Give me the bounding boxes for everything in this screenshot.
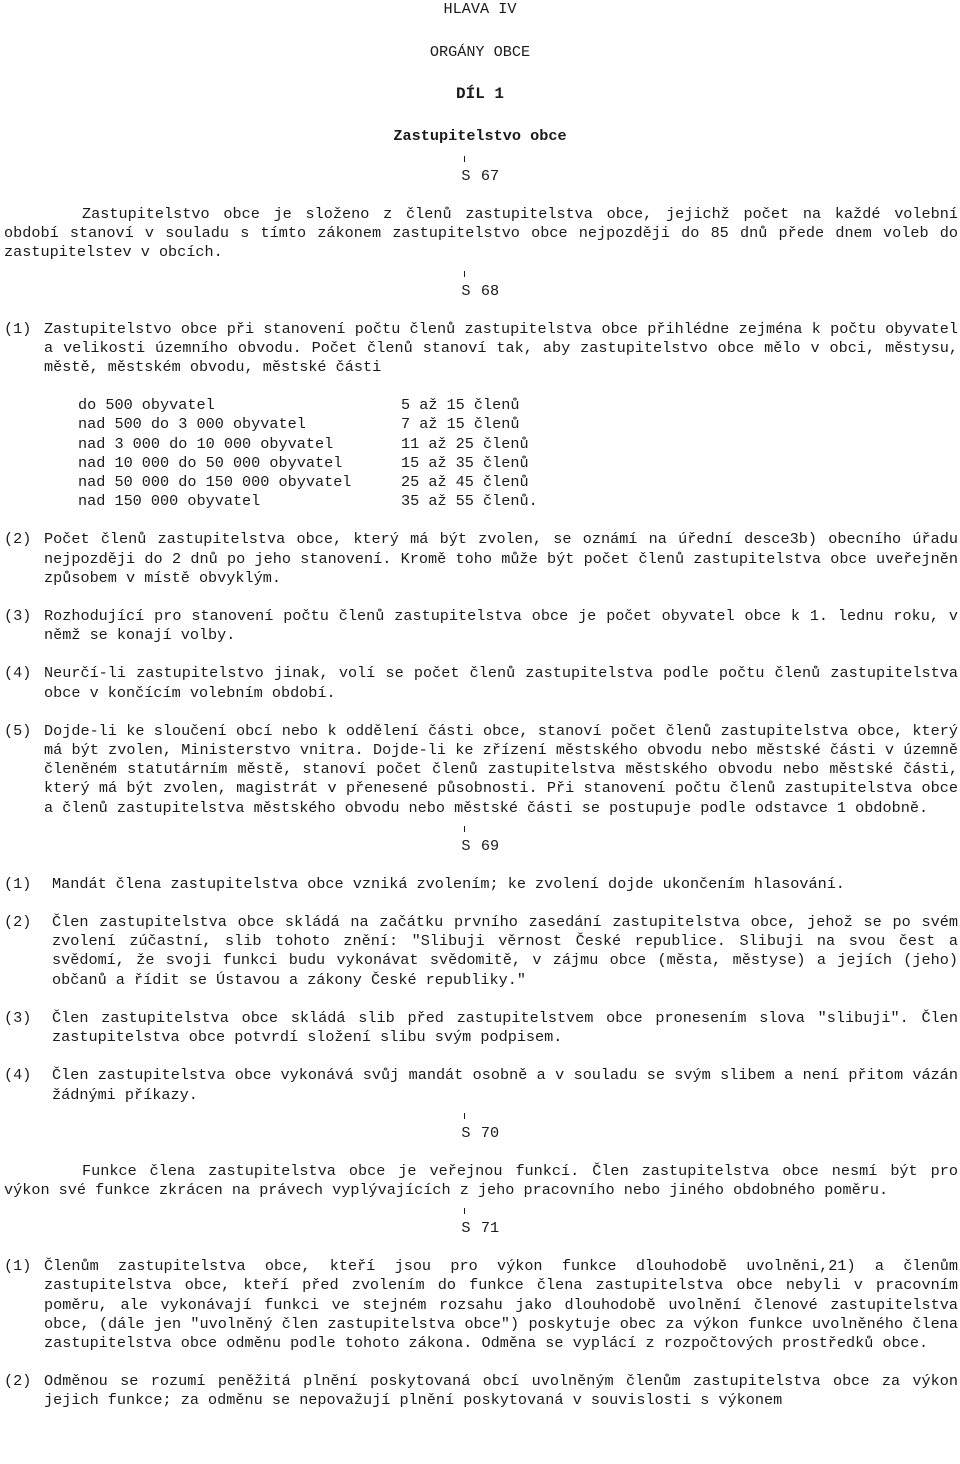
section-sign-icon: S — [461, 1219, 471, 1238]
section-69-heading — [0, 837, 960, 856]
tier-range: nad 150 000 obyvatel — [78, 492, 261, 511]
tier-range: nad 3 000 do 10 000 obyvatel — [78, 434, 334, 453]
tier-members: 7 až 15 členů — [401, 415, 520, 434]
tier-row — [78, 396, 538, 415]
member-count-table — [78, 396, 538, 511]
paragraph-number: (3) — [4, 607, 32, 626]
paragraph-text: Rozhodující pro stanovení počtu členů zastupitelstva obce je počet obyvatel obce k 1. lednu roku, v němž se konají volby. — [44, 607, 958, 645]
section-sign-icon: S — [461, 836, 471, 855]
section-68-number: 68 — [480, 281, 500, 300]
tier-range: nad 50 000 do 150 000 obyvatel — [78, 473, 352, 492]
section-subtitle: Zastupitelstvo obce — [393, 127, 567, 145]
section-67-number: 67 — [480, 167, 500, 185]
paragraph-number: (2) — [4, 530, 32, 549]
tier-members: 11 až 25 členů — [401, 434, 529, 453]
section-71-number: 71 — [480, 1219, 500, 1238]
tier-row — [78, 473, 538, 492]
paragraph-number: (2) — [4, 913, 32, 932]
chapter-number: HLAVA IV — [443, 0, 517, 18]
tier-members: 25 až 45 členů — [401, 473, 529, 492]
tier-row — [78, 435, 538, 454]
part-title: DÍL 1 — [455, 85, 504, 103]
section-69-paragraph-2 — [0, 913, 960, 990]
tier-range: nad 500 do 3 000 obyvatel — [78, 415, 306, 434]
tier-row — [78, 454, 538, 473]
section-69-paragraph-1 — [0, 875, 960, 894]
section-67-heading — [0, 167, 960, 186]
chapter-title: ORGÁNY OBCE — [429, 43, 531, 61]
section-71-heading — [0, 1219, 960, 1238]
paragraph-text: Člen zastupitelstva obce skládá na začátku prvního zasedání zastupitelstva obce, jehož se po svém zvolení zúčastní, slib tohoto znění: "Slibuji věrnost České republice. Slibuji na svou čest a svědomí, že svoji funkci budu vykonávat svědomitě, v zájmu obce (města, městyse) a jejích (jeho) občanů a řídit se Ústavou a zákony České republiky." — [52, 913, 958, 989]
paragraph-text: Členům zastupitelstva obce, kteří jsou pro výkon funkce dlouhodobě uvolněni,21) a členům zastupitelstva obce, kteří před zvolením do funkce člena zastupitelstva obce nebyli v pracovním poměru, ale vykonávají funkci ve stejném rozsahu jako dlouhodobě uvolnění členové zastupitelstva obce, (dále jen "uvolněný člen zastupitelstva obce") poskytuje obec za výkon funkce uvolněného člena zastupitelstva obce odměnu podle tohoto zákona. Odměna se vyplácí z rozpočtových prostředků obce. — [44, 1257, 958, 1352]
paragraph-text: Počet členů zastupitelstva obce, který má být zvolen, se oznámí na úřední desce3b) obecního úřadu nejpozději do 2 dnů po jeho stanovení. Kromě toho může být počet členů zastupitelstva obce uveřejněn způsobem v místě obvyklým. — [44, 530, 958, 587]
section-70-number: 70 — [480, 1123, 500, 1142]
section-68-paragraph-1 — [0, 320, 960, 378]
paragraph-text: Člen zastupitelstva obce skládá slib před zastupitelstvem obce pronesením slova "slibuji". Člen zastupitelstva obce potvrdí složení slibu svým podpisem. — [52, 1008, 958, 1047]
section-71-paragraph-2 — [0, 1372, 960, 1410]
section-sign-icon: S — [461, 281, 471, 300]
paragraph-text: Neurčí-li zastupitelstvo jinak, volí se počet členů zastupitelstva podle počtu členů zastupitelstva obce v končícím volebním období. — [44, 664, 958, 702]
section-68-paragraph-5 — [0, 722, 960, 818]
paragraph-number: (5) — [4, 721, 32, 740]
section-sign-icon: S — [461, 167, 471, 185]
tier-members: 15 až 35 členů — [401, 453, 529, 472]
section-69-paragraph-4 — [0, 1066, 960, 1104]
tier-row — [78, 492, 538, 511]
paragraph-number: (3) — [4, 1008, 32, 1027]
tier-members: 35 až 55 členů. — [401, 492, 538, 511]
section-69-number: 69 — [480, 836, 500, 855]
paragraph-text: Zastupitelstvo obce při stanovení počtu členů zastupitelstva obce přihlédne zejména k počtu obyvatel a velikosti územního obvodu. Počet členů stanoví tak, aby zastupitelstvo obce mělo v obci, městysu, městě, městském obvodu, městské části — [44, 319, 958, 377]
paragraph-number: (2) — [4, 1372, 32, 1391]
paragraph-text: Dojde-li ke sloučení obcí nebo k oddělení části obce, stanoví počet členů zastupitelstva obce, který má být zvolen, Ministerstvo vnitra. Dojde-li ke zřízení městského obvodu nebo městské části v územně členěném statutárním městě, stanoví počet členů zastupitelstva městského obvodu nebo městské části, který má být zvolen, magistrát v přenesené působnosti. Při stanovení počtu členů zastupitelstva obce a členů zastupitelstva městského obvodu nebo městské části se postupuje podle odstavce 1 obdobně. — [44, 721, 958, 817]
paragraph-number: (4) — [4, 664, 32, 683]
paragraph-number: (4) — [4, 1066, 32, 1085]
section-70-text: Funkce člena zastupitelstva obce je veřejnou funkcí. Člen zastupitelstva obce nesmí být pro výkon své funkce zkrácen na právech vyplývajících z jeho pracovního nebo jiného obdobného poměru. — [4, 1161, 958, 1199]
section-68-paragraph-2 — [0, 530, 960, 588]
paragraph-number: (1) — [4, 1257, 32, 1276]
paragraph-number: (1) — [4, 874, 32, 893]
paragraph-number: (1) — [4, 319, 32, 338]
section-67-text: Zastupitelstvo obce je složeno z členů zastupitelstva obce, jejichž počet na každé volební období stanoví v souladu s tímto zákonem zastupitelstvo obce nejpozději do 85 dnů přede dnem voleb do zastupitelstev v obcích. — [4, 205, 958, 262]
paragraph-text: Mandát člena zastupitelstva obce vzniká zvolením; ke zvolení dojde ukončením hlasování. — [52, 874, 845, 893]
paragraph-text: Člen zastupitelstva obce vykonává svůj mandát osobně a v souladu se svým slibem a není přitom vázán žádnými příkazy. — [52, 1066, 958, 1104]
section-68-paragraph-4 — [0, 664, 960, 702]
tier-members: 5 až 15 členů — [401, 396, 520, 415]
section-68-paragraph-3 — [0, 607, 960, 645]
section-71-paragraph-1 — [0, 1257, 960, 1353]
tier-row — [78, 415, 538, 434]
tier-range: nad 10 000 do 50 000 obyvatel — [78, 453, 343, 472]
section-69-paragraph-3 — [0, 1009, 960, 1047]
tier-range: do 500 obyvatel — [78, 396, 215, 415]
paragraph-text: Odměnou se rozumí peněžitá plnění poskytovaná obcí uvolněným členům zastupitelstva obce za výkon jejich funkce; za odměnu se nepovažují plnění poskytovaná v souvislosti s výkonem — [44, 1372, 958, 1410]
section-68-heading — [0, 282, 960, 301]
section-70-heading — [0, 1124, 960, 1143]
section-sign-icon: S — [461, 1123, 471, 1142]
